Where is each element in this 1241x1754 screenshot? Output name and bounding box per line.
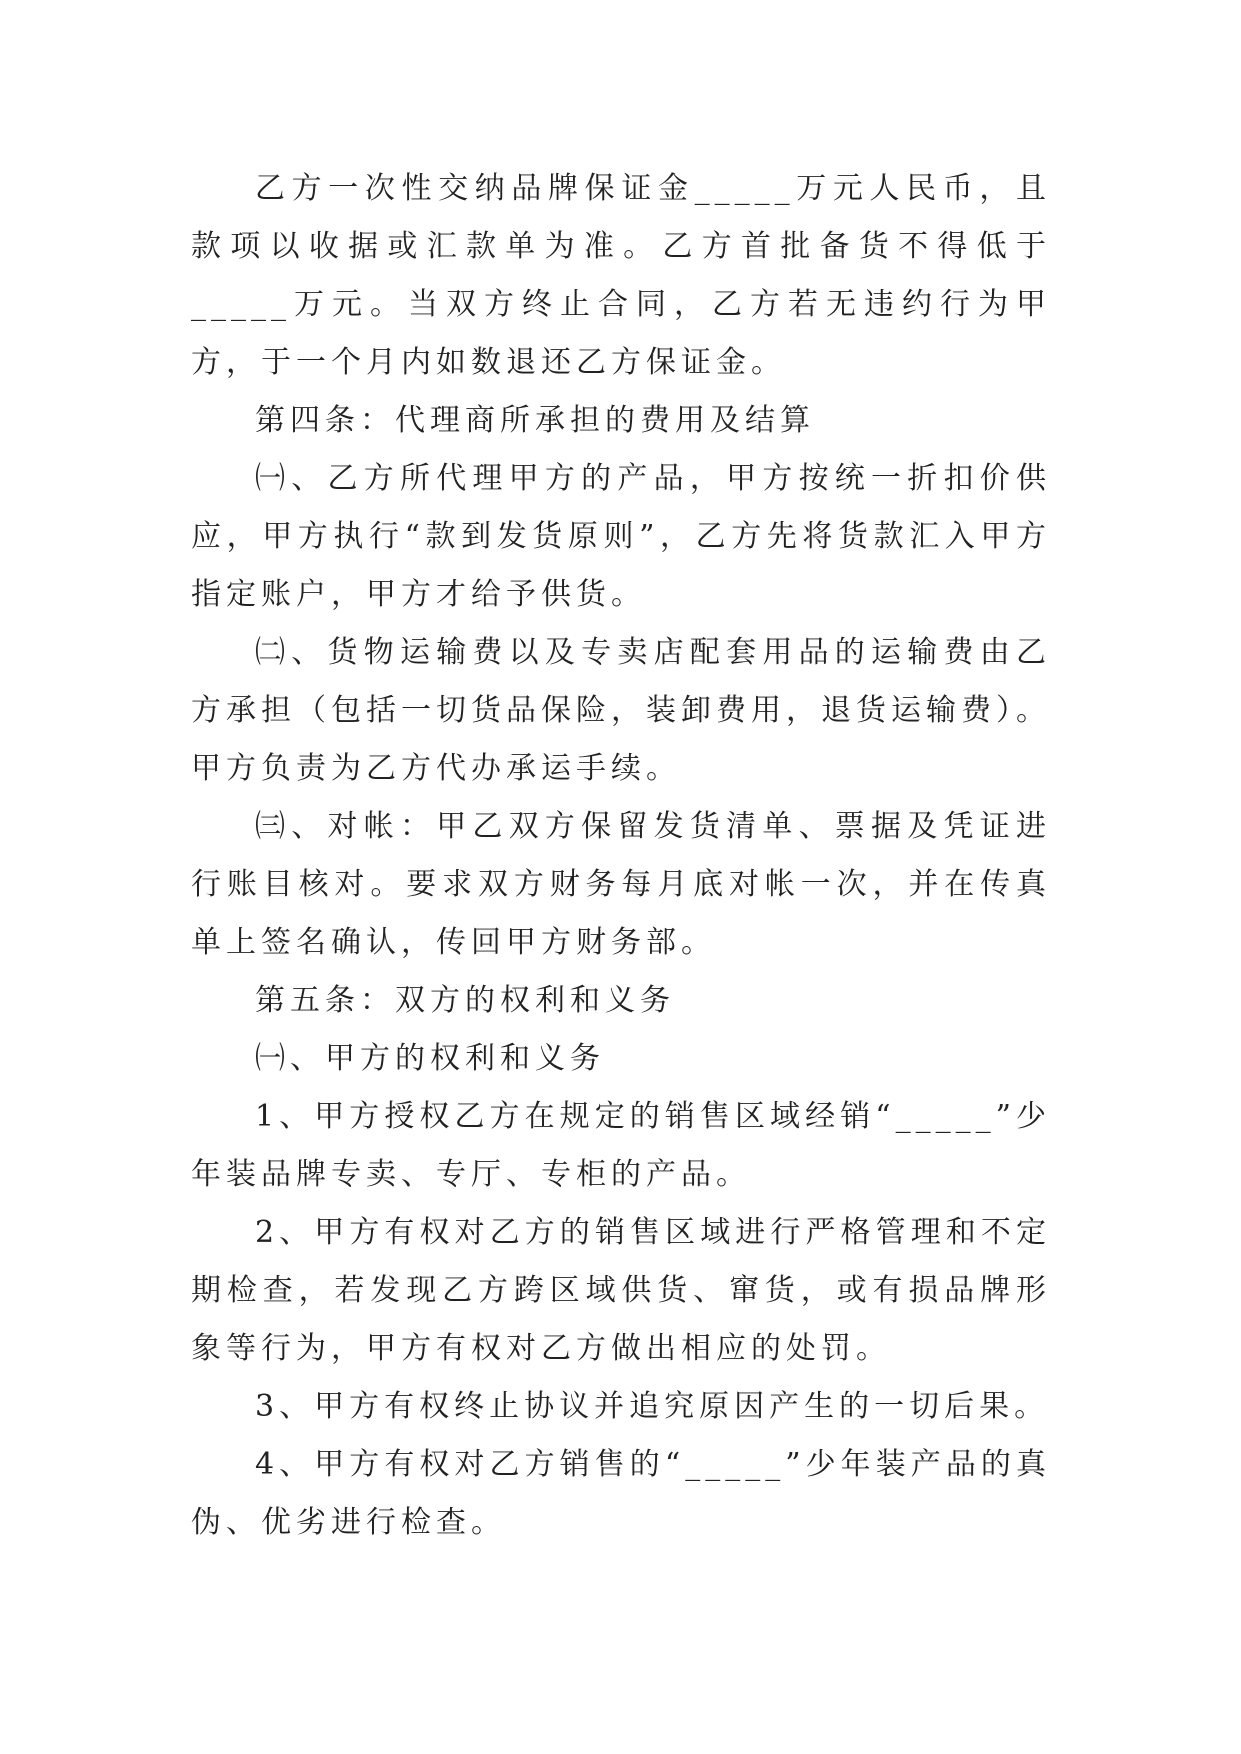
paragraph-party-a-right-2: 2、甲方有权对乙方的销售区域进行严格管理和不定期检查，若发现乙方跨区域供货、窜货，或有损品牌形象等行为，甲方有权对乙方做出相应的处罚。 <box>191 1215 1051 1366</box>
paragraph-article-4-item-1: ㈠、乙方所代理甲方的产品，甲方按统一折扣价供应，甲方执行“款到发货原则”，乙方先将货款汇入甲方指定账户，甲方才给予供货。 <box>191 461 1051 612</box>
paragraph-deposit: 乙方一次性交纳品牌保证金_____万元人民币，且款项以收据或汇款单为准。乙方首批备货不得低于_____万元。当双方终止合同，乙方若无违约行为甲方，于一个月内如数退还乙方保证金。 <box>191 171 1051 380</box>
paragraph-article-4-item-2: ㈡、货物运输费以及专卖店配套用品的运输费由乙方承担（包括一切货品保险，装卸费用，退货运输费）。甲方负责为乙方代办承运手续。 <box>191 635 1051 786</box>
paragraph-party-a-right-1: 1、甲方授权乙方在规定的销售区域经销“_____”少年装品牌专卖、专厅、专柜的产品。 <box>191 1099 1051 1192</box>
heading-article-5: 第五条：双方的权利和义务 <box>255 983 675 1018</box>
document-body <box>191 160 1051 1552</box>
heading-article-4: 第四条：代理商所承担的费用及结算 <box>255 403 815 438</box>
paragraph-party-a-right-4: 4、甲方有权对乙方销售的“_____”少年装产品的真伪、优劣进行检查。 <box>191 1447 1051 1540</box>
paragraph-article-4-item-3: ㈢、对帐：甲乙双方保留发货清单、票据及凭证进行账目核对。要求双方财务每月底对帐一次，并在传真单上签名确认，传回甲方财务部。 <box>191 809 1051 960</box>
subheading-party-a-rights: ㈠、甲方的权利和义务 <box>255 1041 605 1076</box>
paragraph-party-a-right-3: 3、甲方有权终止协议并追究原因产生的一切后果。 <box>255 1389 1050 1424</box>
